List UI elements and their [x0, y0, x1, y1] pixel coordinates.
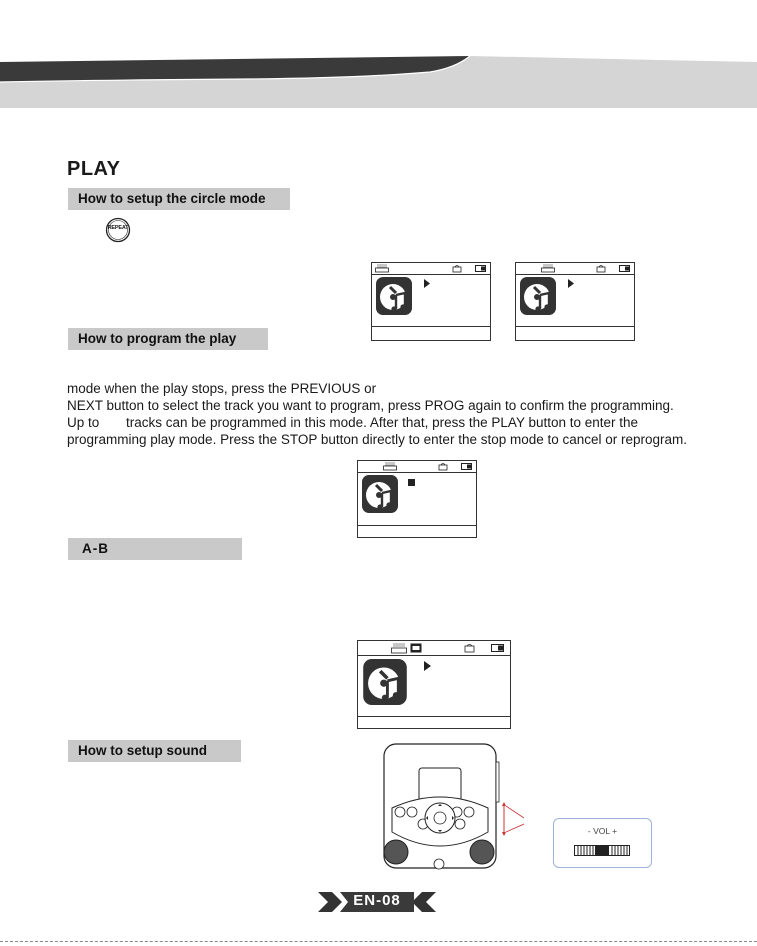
battery-icon	[475, 265, 487, 272]
repeat-icon-label: REPEAT	[107, 225, 129, 231]
prog-mode-icon	[383, 461, 397, 471]
lcd-screen-repeat-1	[371, 262, 491, 341]
lcd-screen-program	[357, 460, 477, 538]
disc-music-icon	[520, 277, 556, 315]
repeat-mode-icon	[391, 642, 407, 654]
program-text-line-2: NEXT button to select the track you want to program, press PROG again to confirm the programming.	[67, 398, 674, 413]
volume-callout	[553, 818, 652, 868]
cd-player-device-illustration	[378, 742, 524, 874]
page-title: PLAY	[67, 158, 121, 180]
battery-icon	[491, 644, 505, 652]
lcd-screen-ab	[357, 640, 511, 729]
repeat-button-icon	[105, 217, 131, 243]
bottom-dashed-line	[0, 941, 757, 942]
mode-indicator-icon	[464, 643, 475, 653]
program-text-line-4: programming play mode. Press the STOP button directly to enter the stop mode to cancel or reprogram.	[67, 432, 688, 447]
header-band	[0, 0, 757, 110]
mode-indicator-icon	[438, 462, 448, 471]
ab-mode-icon	[410, 643, 422, 653]
program-text-line-3b: tracks can be programmed in this mode. After that, press the PLAY button to enter the	[126, 415, 639, 430]
mode-indicator-icon	[452, 264, 462, 273]
play-icon	[424, 661, 431, 671]
play-icon	[568, 279, 574, 288]
stop-icon	[408, 479, 415, 486]
section-heading-sound: How to setup sound	[68, 740, 241, 762]
page-code: EN-08	[353, 892, 401, 909]
disc-music-icon	[362, 659, 408, 705]
section-heading-ab: A-B	[68, 538, 242, 560]
volume-label: - VOL +	[587, 826, 618, 836]
battery-icon	[461, 463, 473, 470]
lcd-screen-repeat-2	[515, 262, 635, 341]
volume-wheel-icon	[574, 845, 630, 856]
section-heading-program-play: How to program the play	[68, 328, 268, 350]
program-text-line-1: mode when the play stops, press the PREVIOUS or	[67, 381, 377, 396]
repeat-mode-icon	[375, 263, 389, 273]
battery-icon	[619, 265, 631, 272]
repeat-mode-icon	[541, 263, 555, 273]
mode-indicator-icon	[596, 264, 606, 273]
disc-music-icon	[362, 475, 398, 513]
section-heading-circle-mode: How to setup the circle mode	[68, 188, 290, 210]
play-icon	[424, 279, 430, 288]
disc-music-icon	[376, 277, 412, 315]
program-text-line-3a: Up to	[67, 415, 100, 430]
